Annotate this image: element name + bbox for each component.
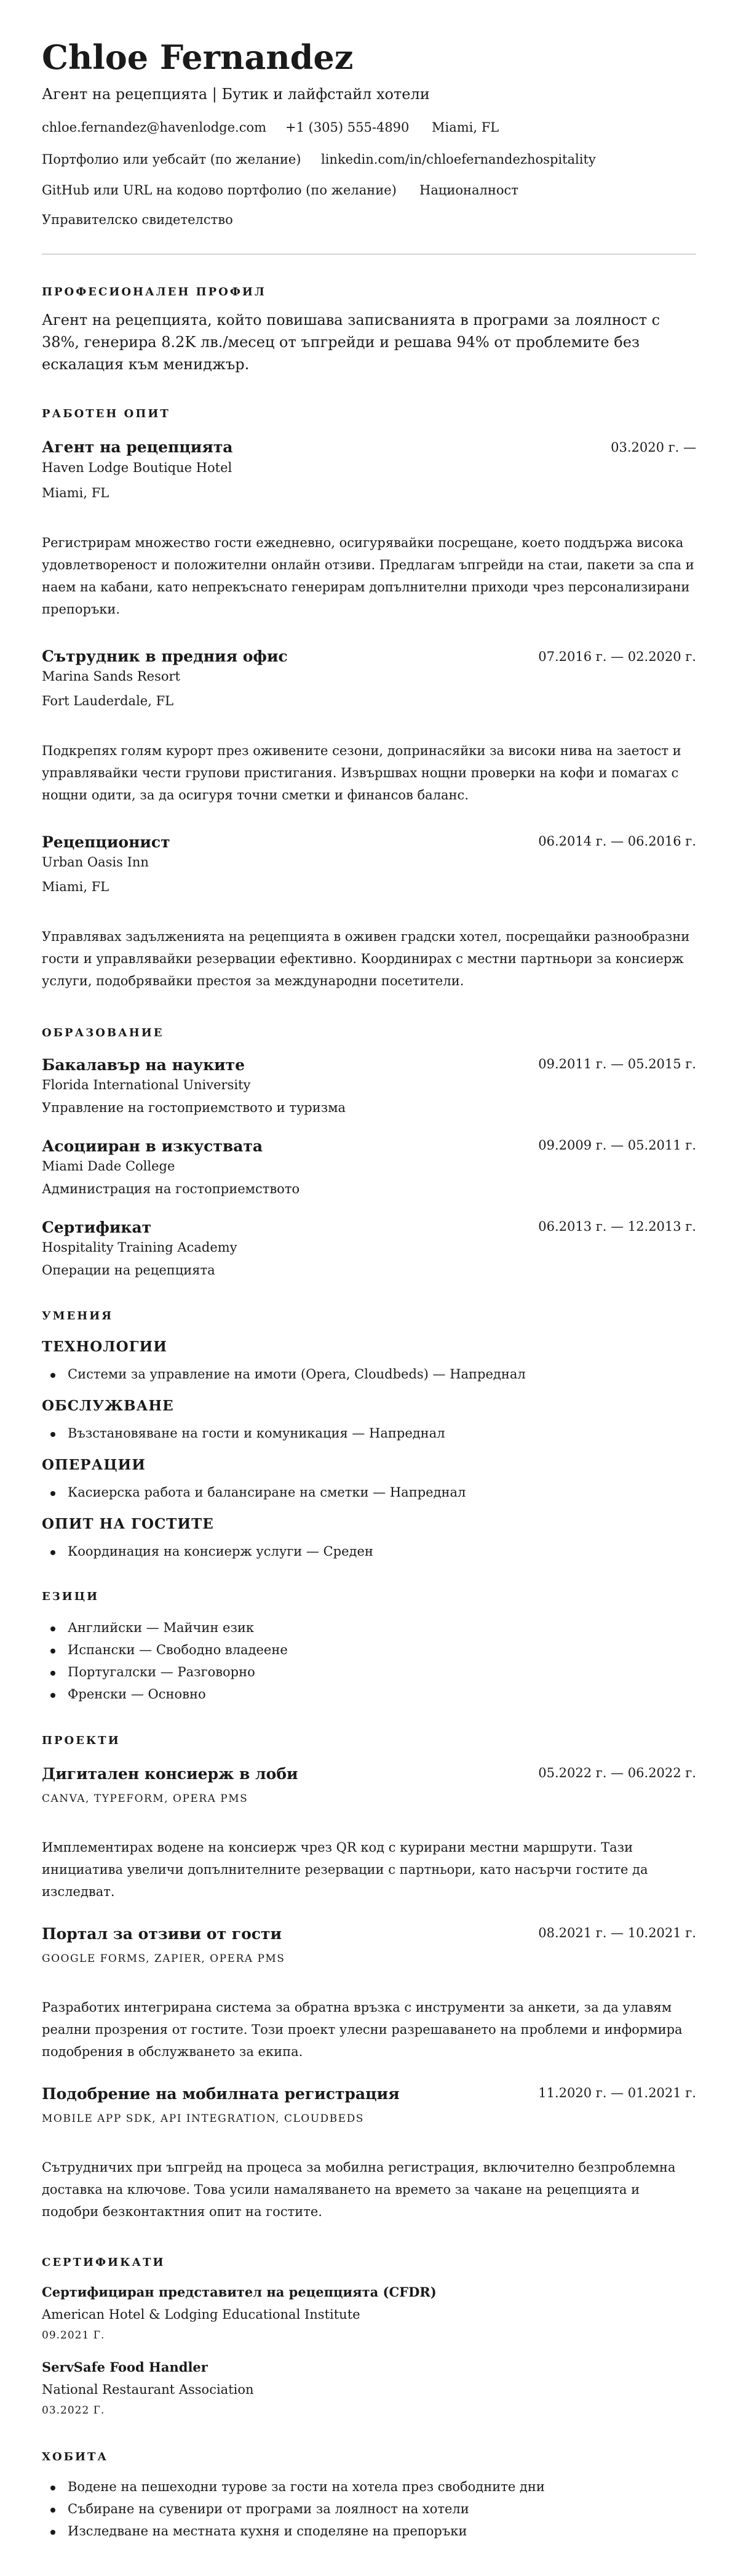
job-location: Fort Lauderdale, FL xyxy=(42,694,174,708)
skill-category: ОПЕРАЦИИ xyxy=(42,1457,146,1473)
email[interactable]: chloe.fernandez@havenlodge.com xyxy=(42,120,267,135)
nationality: Националност xyxy=(419,183,518,198)
section-heading-profile: ПРОФЕСИОНАЛЕН ПРОФИЛ xyxy=(42,286,266,298)
project-title: Портал за отзиви от гости xyxy=(42,1925,282,1943)
phone[interactable]: +1 (305) 555-4890 xyxy=(285,120,410,135)
header-divider xyxy=(42,254,696,255)
degree-title: Асоцииран в изкуствата xyxy=(42,1137,263,1155)
section-heading-experience: РАБОТЕН ОПИТ xyxy=(42,407,170,420)
license: Управителско свидетелство xyxy=(42,212,233,227)
headline: Агент на рецепцията | Бутик и лайфстайл хотели xyxy=(42,86,430,103)
bullet-icon xyxy=(50,1693,55,1698)
section-heading-projects: ПРОЕКТИ xyxy=(42,1734,121,1747)
section-heading-certificates: СЕРТИФИКАТИ xyxy=(42,2256,165,2269)
project-description: Разработих интегрирана система за обратна връзка с инструменти за анкети, за да улавям реални прозрения от гостите. Този проект улесни разрешаването на проблеми и информира подобрения в обслужването за екипа. xyxy=(42,2000,683,2059)
bullet-icon xyxy=(50,1550,55,1555)
job-location: Miami, FL xyxy=(42,486,109,500)
degree-title: Сертификат xyxy=(42,1218,152,1236)
language-item: Испански — Свободно владеене xyxy=(42,1641,288,1659)
project-description: Имплементирах водене на консиерж чрез QR код с курирани местни маршрути. Тази инициатива увеличи допълнителните резервации с партньори, като насърчи гостите да изследват. xyxy=(42,1840,648,1899)
skill-item: Касиерска работа и балансиране на сметки — Напреднал xyxy=(42,1483,466,1502)
job-description: Регистрирам множество гости ежедневно, осигурявайки посрещане, което поддържа висока удовлетвореност и положителни онлайн отзиви. Предлагам ъпгрейди на стаи, пакети за спа и наем на кабани, като непрекъснато генерирам допълнителни приходи чрез персонализирани препоръки. xyxy=(42,535,694,617)
degree-field: Управление на гостоприемството и туризма xyxy=(42,1100,346,1115)
project-title: Подобрение на мобилната регистрация xyxy=(42,2085,400,2103)
section-heading-skills: УМЕНИЯ xyxy=(42,1310,114,1322)
github-link[interactable]: GitHub или URL на кодово портфолио (по желание) xyxy=(42,183,397,198)
job-dates: 06.2014 г. — 06.2016 г. xyxy=(538,834,696,849)
language-item: Английски — Майчин език xyxy=(42,1618,254,1637)
skill-category: ОБСЛУЖВАНЕ xyxy=(42,1398,174,1414)
project-dates: 05.2022 г. — 06.2022 г. xyxy=(538,1766,696,1780)
degree-title: Бакалавър на науките xyxy=(42,1056,245,1074)
project-tech: CANVA, TYPEFORM, OPERA PMS xyxy=(42,1793,248,1805)
bullet-icon xyxy=(50,1432,55,1437)
job-location: Miami, FL xyxy=(42,879,109,894)
skill-item: Координация на консиерж услуги — Среден xyxy=(42,1542,373,1561)
project-description: Сътрудничих при ъпгрейд на процеса за мобилна регистрация, включително безпроблемна доставка на ключове. Това усили намаляването на времето за чакане на рецепцията и подобри безконтактния опит на гостите. xyxy=(42,2160,676,2219)
job-description: Подкрепях голям курорт през оживените сезони, допринасяйки за високи нива на заетост и управлявайки чести групови пристигания. Извършвах нощни проверки на кофи и помагах с нощни одити, за да осигуря точни сметки и финансов баланс. xyxy=(42,743,681,802)
degree-field: Администрация на гостоприемството xyxy=(42,1182,300,1196)
bullet-icon xyxy=(50,2530,55,2535)
school-name: Hospitality Training Academy xyxy=(42,1240,237,1255)
language-item: Португалски — Разговорно xyxy=(42,1663,255,1681)
school-name: Miami Dade College xyxy=(42,1159,175,1174)
bullet-icon xyxy=(50,1491,55,1496)
hobby-item: Водене на пешеходни турове за гости на хотела през свободните дни xyxy=(42,2478,545,2496)
linkedin-link[interactable]: linkedin.com/in/chloefernandezhospitality xyxy=(321,152,596,167)
certificate-date: 09.2021 Г. xyxy=(42,2329,105,2342)
school-name: Florida International University xyxy=(42,1078,251,1092)
certificate-title: ServSafe Food Handler xyxy=(42,2359,208,2375)
job-title: Рецепционист xyxy=(42,833,170,851)
candidate-name: Chloe Fernandez xyxy=(42,38,354,77)
bullet-icon xyxy=(50,1649,55,1654)
bullet-icon xyxy=(50,1373,55,1378)
project-tech: GOOGLE FORMS, ZAPIER, OPERA PMS xyxy=(42,1953,285,1965)
skill-item: Възстановяване на гости и комуникация — Напреднал xyxy=(42,1424,445,1442)
bullet-icon xyxy=(50,1671,55,1676)
section-heading-education: ОБРАЗОВАНИЕ xyxy=(42,1026,164,1039)
job-company: Marina Sands Resort xyxy=(42,669,180,684)
portfolio-link[interactable]: Портфолио или уебсайт (по желание) xyxy=(42,152,301,167)
profile-summary: Агент на рецепцията, който повишава записванията в програми за лоялност с 38%, генерира 8.2K лв./месец от ъпгрейди и решава 94% от проблемите без ескалация към мениджър. xyxy=(42,311,661,373)
certificate-issuer: National Restaurant Association xyxy=(42,2382,254,2397)
skill-item: Системи за управление на имоти (Opera, Cloudbeds) — Напреднал xyxy=(42,1365,526,1383)
bullet-icon xyxy=(50,2508,55,2513)
job-dates: 07.2016 г. — 02.2020 г. xyxy=(538,649,696,664)
degree-dates: 06.2013 г. — 12.2013 г. xyxy=(538,1219,696,1234)
bullet-icon xyxy=(50,1626,55,1631)
job-company: Urban Oasis Inn xyxy=(42,855,149,870)
location: Miami, FL xyxy=(432,120,499,135)
skill-category: ТЕХНОЛОГИИ xyxy=(42,1338,167,1355)
section-heading-languages: ЕЗИЦИ xyxy=(42,1590,100,1603)
certificate-date: 03.2022 Г. xyxy=(42,2404,105,2417)
certificate-issuer: American Hotel & Lodging Educational Institute xyxy=(42,2307,360,2322)
project-dates: 11.2020 г. — 01.2021 г. xyxy=(538,2086,696,2100)
project-tech: MOBILE APP SDK, API INTEGRATION, CLOUDBEDS xyxy=(42,2113,364,2125)
degree-field: Операции на рецепцията xyxy=(42,1263,215,1278)
language-item: Френски — Основно xyxy=(42,1685,206,1703)
project-dates: 08.2021 г. — 10.2021 г. xyxy=(538,1926,696,1940)
section-heading-hobbies: ХОБИТА xyxy=(42,2450,109,2463)
degree-dates: 09.2011 г. — 05.2015 г. xyxy=(538,1057,696,1071)
job-description: Управлявах задълженията на рецепцията в оживен градски хотел, посрещайки разнообразни гости и управлявайки резервации ефективно. Координирах с местни партньори за консиерж услуги, подобрявайки престоя за международни посетители. xyxy=(42,929,690,988)
job-title: Сътрудник в предния офис xyxy=(42,647,288,665)
project-title: Дигитален консиерж в лоби xyxy=(42,1765,298,1783)
hobby-item: Събиране на сувенири от програми за лоялност на хотели xyxy=(42,2500,469,2518)
skill-category: ОПИТ НА ГОСТИТЕ xyxy=(42,1516,214,1532)
job-dates: 03.2020 г. — xyxy=(611,440,696,455)
degree-dates: 09.2009 г. — 05.2011 г. xyxy=(538,1138,696,1153)
certificate-title: Сертифициран представител на рецепцията (CFDR) xyxy=(42,2284,437,2300)
bullet-icon xyxy=(50,2486,55,2490)
hobby-item: Изследване на местната кухня и споделяне на препоръки xyxy=(42,2522,467,2540)
job-company: Haven Lodge Boutique Hotel xyxy=(42,460,232,475)
job-title: Агент на рецепцията xyxy=(42,438,233,456)
